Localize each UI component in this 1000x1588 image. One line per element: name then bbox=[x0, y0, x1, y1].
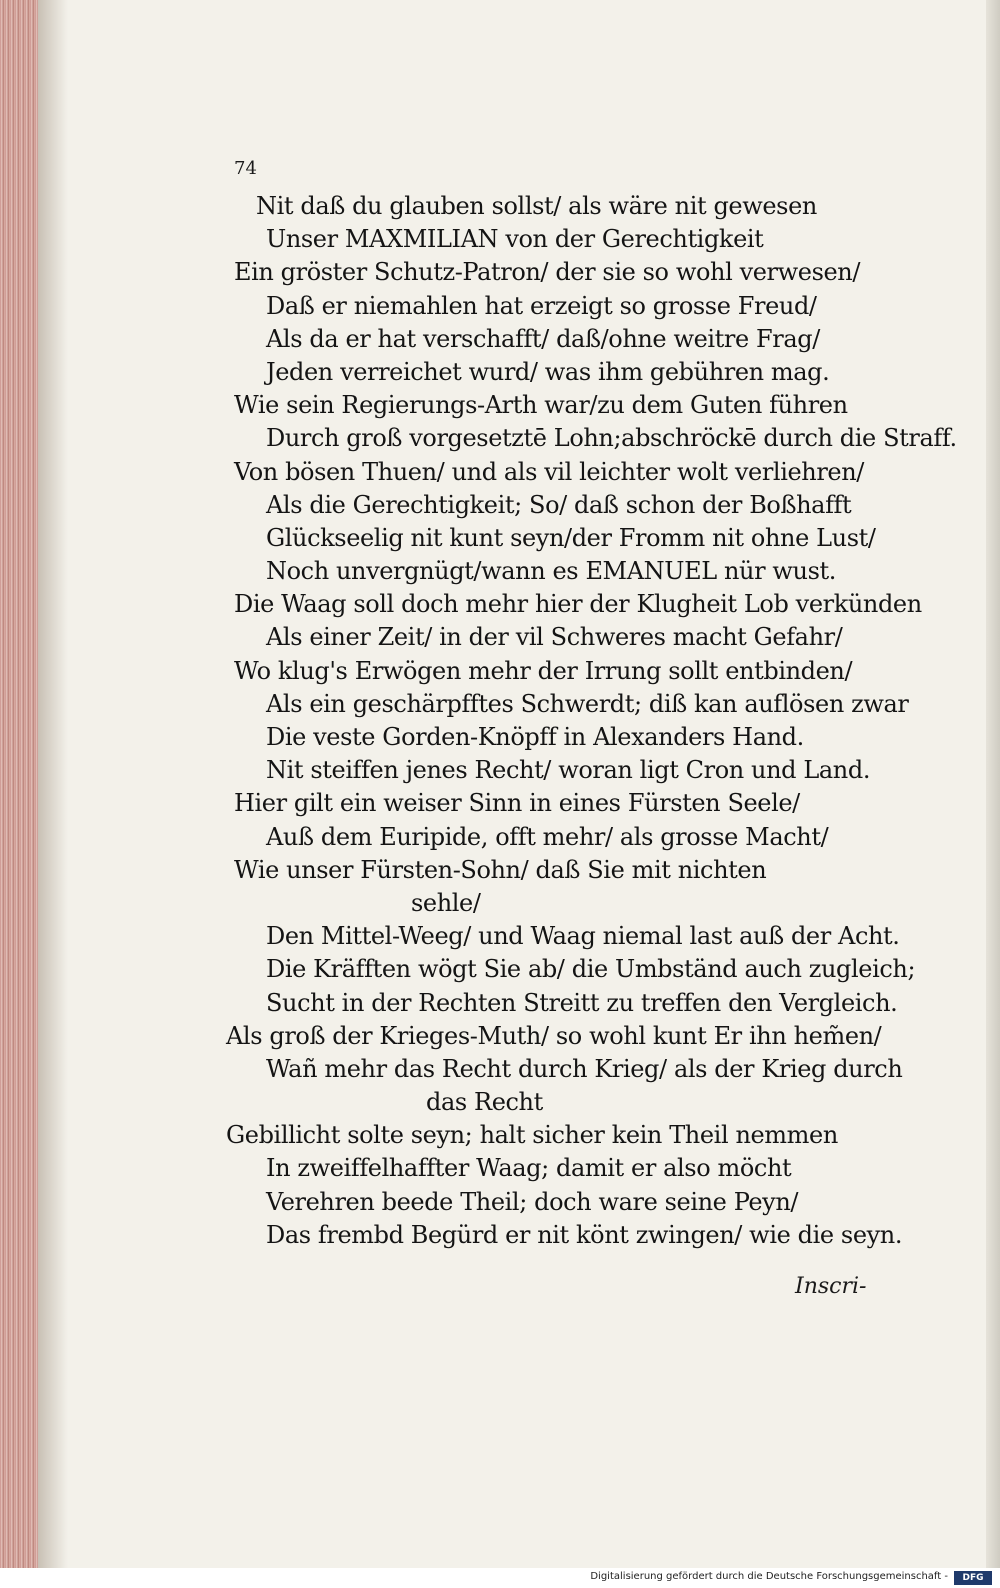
text-line: Als groß der Krieges-Muth/ so wohl kunt Er ihn hem̃en/ bbox=[226, 1021, 882, 1050]
text-line: Nit steiffen jenes Recht/ woran ligt Cron und Land. bbox=[266, 756, 871, 785]
text-line: Glückseelig nit kunt seyn/der Fromm nit ohne Lust/ bbox=[266, 523, 876, 552]
footer-bar bbox=[0, 1568, 1000, 1588]
text-line: Wie sein Regierungs-Arth war/zu dem Guten führen bbox=[234, 391, 848, 420]
text-line: Daß er niemahlen hat erzeigt so grosse Freud/ bbox=[266, 291, 817, 320]
right-page-edge bbox=[986, 0, 1000, 1568]
catchword: Inscri- bbox=[795, 1274, 867, 1299]
text-line: Ein gröster Schutz-Patron/ der sie so wohl verwesen/ bbox=[234, 258, 861, 287]
text-line: Sucht in der Rechten Streitt zu treffen den Vergleich. bbox=[266, 988, 898, 1017]
text-line: Jeden verreichet wurd/ was ihm gebühren mag. bbox=[266, 357, 830, 386]
text-line: Wie unser Fürsten-Sohn/ daß Sie mit nichten bbox=[234, 855, 767, 884]
page-number: 74 bbox=[234, 158, 257, 179]
text-line: Unser MAXMILIAN von der Gerechtigkeit bbox=[266, 225, 764, 254]
text-line: das Recht bbox=[426, 1088, 543, 1117]
text-line: Verehren beede Theil; doch ware seine Peyn/ bbox=[266, 1187, 799, 1216]
text-line: Von bösen Thuen/ und als vil leichter wolt verliehren/ bbox=[234, 457, 864, 486]
poem-text bbox=[226, 190, 957, 1252]
text-line: Auß dem Euripide, offt mehr/ als grosse Macht/ bbox=[266, 822, 829, 851]
gutter-shadow bbox=[38, 0, 68, 1568]
text-line: Die Kräfften wögt Sie ab/ die Umbständ auch zugleich; bbox=[266, 955, 916, 984]
text-line: Nit daß du glauben sollst/ als wäre nit gewesen bbox=[256, 192, 817, 220]
text-line: Noch unvergnügt/wann es EMANUEL nür wust. bbox=[266, 557, 836, 586]
text-line: Als die Gerechtigkeit; So/ daß schon der Boßhafft bbox=[266, 490, 852, 519]
text-line: Die veste Gorden-Knöpff in Alexanders Hand. bbox=[266, 723, 804, 751]
text-line: Durch groß vorgesetztē Lohn;abschröckē durch die Straff. bbox=[266, 424, 957, 453]
text-line: Hier gilt ein weiser Sinn in eines Fürsten Seele/ bbox=[234, 789, 800, 818]
book-page-edges bbox=[0, 0, 38, 1568]
text-line: Gebillicht solte seyn; halt sicher kein Theil nemmen bbox=[226, 1121, 838, 1150]
text-line: Als ein geschärpfftes Schwerdt; diß kan auflösen zwar bbox=[266, 689, 909, 718]
text-line: sehle/ bbox=[411, 888, 481, 917]
text-line: In zweiffelhaffter Waag; damit er also möcht bbox=[266, 1154, 792, 1183]
text-line: Das frembd Begürd er nit könt zwingen/ wie die seyn. bbox=[266, 1220, 903, 1249]
text-line: Als da er hat verschafft/ daß/ohne weitre Frag/ bbox=[266, 324, 820, 353]
text-line: Wo klug's Erwögen mehr der Irrung sollt entbinden/ bbox=[234, 656, 853, 685]
dfg-logo-icon: DFG bbox=[954, 1571, 992, 1585]
text-line: Die Waag soll doch mehr hier der Klugheit Lob verkünden bbox=[234, 590, 922, 619]
text-line: Wañ mehr das Recht durch Krieg/ als der Krieg durch bbox=[266, 1054, 903, 1083]
footer-credit: Digitalisierung gefördert durch die Deutsche Forschungsgemeinschaft - bbox=[590, 1571, 948, 1582]
text-line: Den Mittel-Weeg/ und Waag niemal last auß der Acht. bbox=[266, 922, 900, 951]
text-line: Als einer Zeit/ in der vil Schweres macht Gefahr/ bbox=[266, 623, 843, 652]
